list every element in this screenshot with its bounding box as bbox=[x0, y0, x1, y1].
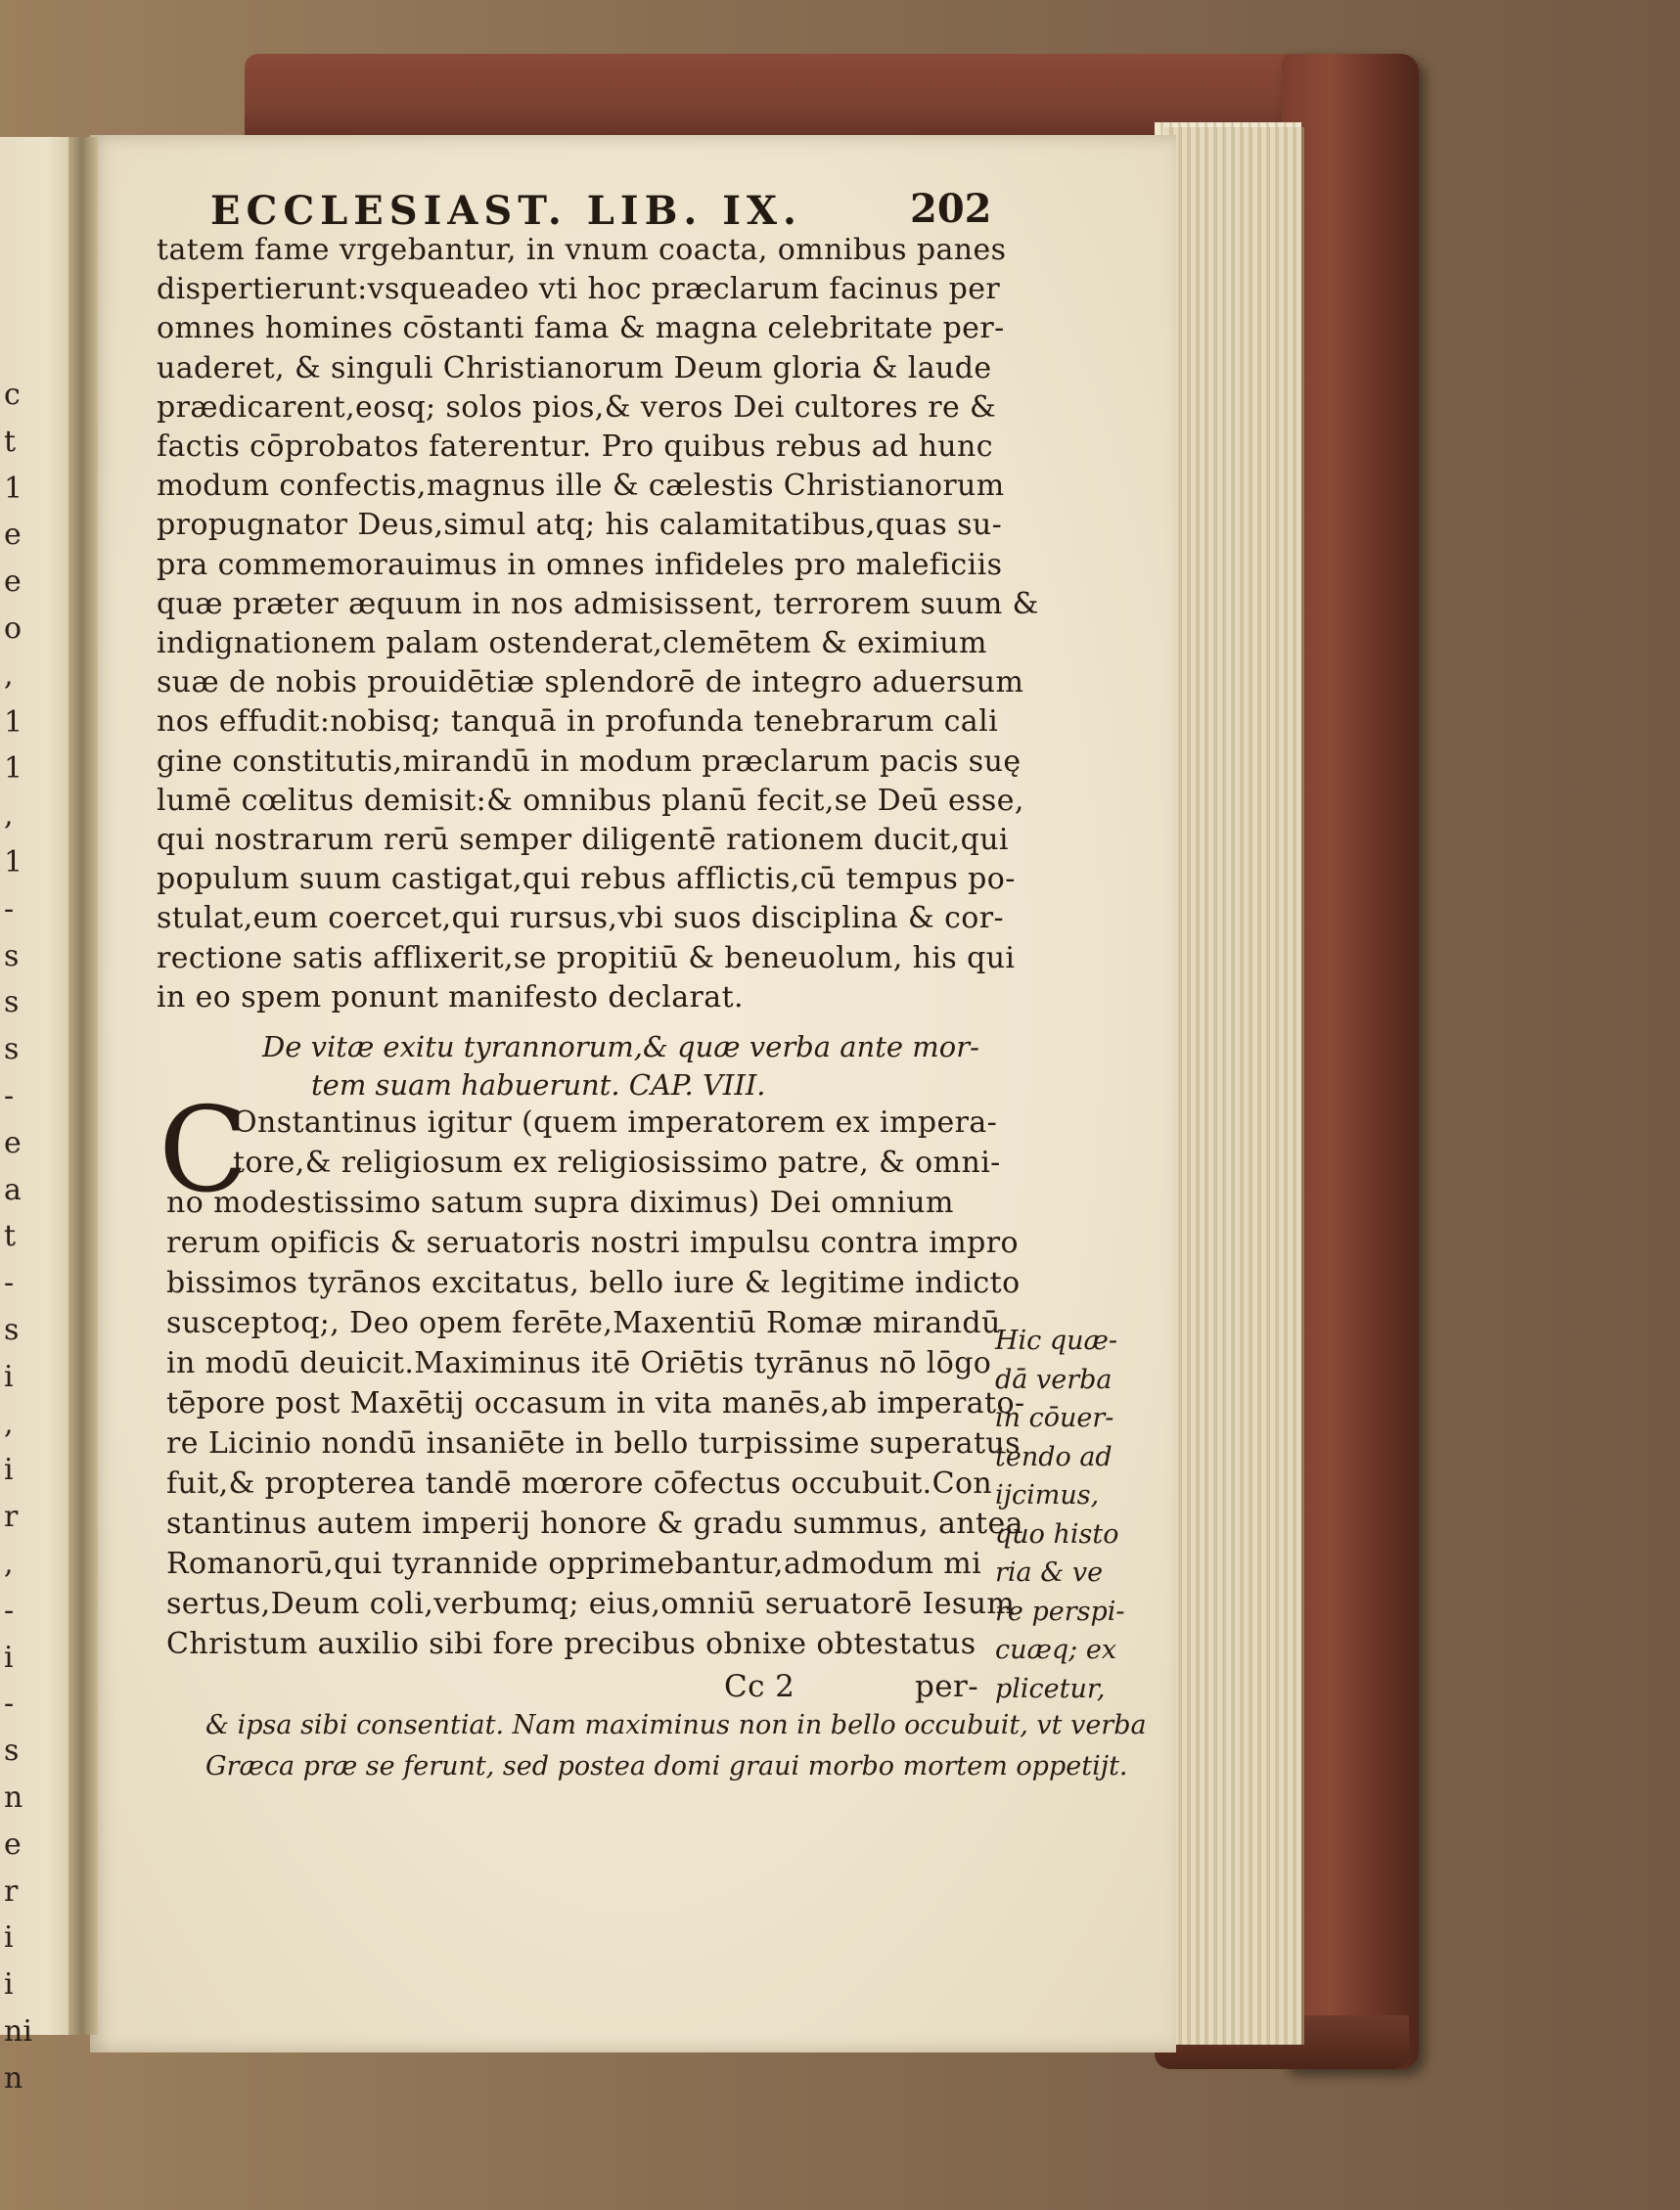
text-line: fuit,& propterea tandē mœrore cōfectus occubuit.Con bbox=[166, 1466, 993, 1501]
margin-note-line: plicetur, bbox=[995, 1673, 1106, 1704]
left-page-fragment: - bbox=[4, 891, 15, 926]
margin-note-line: ijcimus, bbox=[995, 1480, 1100, 1511]
left-page-fragment: c bbox=[4, 378, 21, 412]
left-page-fragment: - bbox=[4, 1687, 15, 1722]
text-line: stantinus autem imperij honore & gradu summus, antea bbox=[166, 1507, 1023, 1541]
left-page-fragment: , bbox=[4, 657, 14, 693]
text-line: indignationem palam ostenderat,clemētem & eximium bbox=[157, 626, 987, 660]
left-page-fragment: n bbox=[4, 1780, 23, 1815]
left-page-fragment: s bbox=[4, 985, 20, 1020]
left-page-fragment: i bbox=[4, 1359, 14, 1394]
text-line: nos effudit:nobisq; tanquā in profunda tenebrarum cali bbox=[157, 704, 999, 740]
page-number: 202 bbox=[910, 186, 992, 232]
left-page-fragment: e bbox=[4, 518, 22, 553]
margin-note-line: in cōuer- bbox=[995, 1403, 1114, 1433]
text-line: gine constitutis,mirandū in modum præclarum pacis suę bbox=[157, 744, 1022, 779]
left-page-fragment: a bbox=[4, 1172, 22, 1207]
drop-cap: C bbox=[159, 1083, 249, 1219]
left-page-fragment: r bbox=[4, 1873, 19, 1909]
text-line: in eo spem ponunt manifesto declarat. bbox=[157, 979, 744, 1015]
left-page-fragment: r bbox=[4, 1500, 19, 1535]
margin-note-line: re perspi- bbox=[995, 1596, 1125, 1627]
text-line: modum confectis,magnus ille & cælestis Christianorum bbox=[157, 469, 1005, 504]
text-line: tore,& religiosum ex religiosissimo patre, & omni- bbox=[233, 1146, 1001, 1180]
text-line: susceptoq;, Deo opem ferēte,Maxentiū Romæ mirandū bbox=[166, 1306, 1001, 1340]
text-line: tatem fame vrgebantur, in vnum coacta, omnibus panes bbox=[157, 233, 1007, 267]
text-line: Christum auxilio sibi fore precibus obnixe obtestatus bbox=[166, 1627, 976, 1661]
text-line: propugnator Deus,simul atq; his calamitatibus,quas su- bbox=[157, 508, 1003, 543]
footnote-line: Græca præ se ferunt, sed postea domi graui morbo mortem oppetijt. bbox=[205, 1751, 1128, 1782]
text-line: pra commemorauimus in omnes infideles pro maleficiis bbox=[157, 547, 1003, 582]
text-line: factis cōprobatos faterentur. Pro quibus rebus ad hunc bbox=[157, 429, 993, 464]
left-page-fragment: , bbox=[4, 1406, 14, 1441]
text-line: populum suum castigat,qui rebus afflictis,cū tempus po- bbox=[157, 862, 1016, 897]
left-page-fragment: - bbox=[4, 1078, 15, 1113]
text-line: sertus,Deum coli,verbumq; eius,omniū seruatorē Iesum bbox=[166, 1587, 1016, 1621]
text-line: stulat,eum coercet,qui rursus,vbi suos disciplina & cor- bbox=[157, 901, 1005, 936]
left-page-fragment: e bbox=[4, 564, 22, 600]
footnote-line: & ipsa sibi consentiat. Nam maximinus non in bello occubuit, vt verba bbox=[205, 1710, 1147, 1740]
text-line: omnes homines cōstanti fama & magna celebritate per- bbox=[157, 311, 1005, 346]
text-line: Onstantinus igitur (quem imperatorem ex impera- bbox=[233, 1105, 998, 1140]
left-page-fragment: s bbox=[4, 1032, 20, 1067]
text-line: in modū deuicit.Maximinus itē Oriētis tyrānus nō lōgo bbox=[166, 1346, 992, 1380]
margin-note-line: dā verba bbox=[995, 1364, 1112, 1395]
left-page-fragment: t bbox=[4, 1219, 17, 1254]
left-page-fragment: , bbox=[4, 1546, 14, 1581]
left-page-fragment: e bbox=[4, 1125, 22, 1160]
left-page-fragment: o bbox=[4, 610, 23, 646]
text-line: lumē cœlitus demisit:& omnibus planū fecit,se Deū esse, bbox=[157, 783, 1024, 818]
text-line: uaderet, & singuli Christianorum Deum gloria & laude bbox=[157, 350, 992, 385]
text-line: re Licinio nondū insaniēte in bello turpissime superatus bbox=[166, 1426, 1021, 1461]
left-page-fragment: 1 bbox=[4, 471, 23, 506]
text-line: suæ de nobis prouidētiæ splendorē de integro aduersum bbox=[157, 665, 1024, 700]
text-line: Romanorū,qui tyrannide opprimebantur,admodum mi bbox=[166, 1547, 982, 1581]
text-line: rectione satis afflixerit,se propitiū & beneuolum, his qui bbox=[157, 940, 1016, 975]
left-page-fragment: i bbox=[4, 1640, 14, 1675]
page-block-fore-edge bbox=[1164, 127, 1304, 2045]
left-page bbox=[0, 137, 78, 2096]
left-page-fragment: s bbox=[4, 938, 20, 973]
catchword: per- bbox=[915, 1669, 979, 1704]
gutter bbox=[68, 137, 98, 2035]
text-line: quæ præter æquum in nos admisissent, terrorem suum & bbox=[157, 586, 1039, 621]
left-page-fragment: e bbox=[4, 1827, 22, 1862]
margin-note-line: Hic quæ- bbox=[995, 1326, 1118, 1356]
text-line: dispertierunt:vsqueadeo vti hoc præclarum facinus per bbox=[157, 272, 1001, 307]
left-page-fragment: 1 bbox=[4, 844, 23, 879]
running-head: ECCLESIAST. LIB. IX. bbox=[210, 188, 802, 234]
text-line: rerum opificis & seruatoris nostri impulsu contra impro bbox=[166, 1226, 1019, 1260]
left-page-fragment: i bbox=[4, 1453, 14, 1488]
chapter-heading: De vitæ exitu tyrannorum,& quæ verba ante mor- bbox=[262, 1030, 979, 1063]
left-page-fragment: n bbox=[4, 2060, 23, 2096]
left-page-fragment: t bbox=[4, 424, 17, 459]
left-page-fragment: s bbox=[4, 1734, 20, 1769]
left-page-fragment: 1 bbox=[4, 751, 23, 787]
chapter-heading: tem suam habuerunt. CAP. VIII. bbox=[311, 1068, 766, 1102]
signature-mark: Cc 2 bbox=[724, 1669, 795, 1704]
text-line: tēpore post Maxētij occasum in vita manēs,ab imperato- bbox=[166, 1386, 1025, 1421]
margin-note-line: cuæq; ex bbox=[995, 1635, 1117, 1665]
left-page-fragment: i bbox=[4, 1920, 14, 1956]
left-page-fragments bbox=[4, 372, 43, 2101]
left-page-fragment: - bbox=[4, 1593, 15, 1628]
left-page-fragment: s bbox=[4, 1312, 20, 1347]
text-line: qui nostrarum rerū semper diligentē rationem ducit,qui bbox=[157, 823, 1009, 857]
text-line: bissimos tyrānos excitatus, bello iure & legitime indicto bbox=[166, 1266, 1021, 1300]
text-line: no modestissimo satum supra diximus) Dei omnium bbox=[166, 1186, 954, 1220]
margin-note-line: tendo ad bbox=[995, 1441, 1112, 1472]
left-page-fragment: , bbox=[4, 798, 14, 834]
left-page-fragment: - bbox=[4, 1266, 15, 1301]
left-page-fragment: 1 bbox=[4, 704, 23, 740]
text-line: prædicarent,eosq; solos pios,& veros Dei cultores re & bbox=[157, 389, 997, 425]
margin-note-line: quo histo bbox=[995, 1518, 1119, 1550]
margin-note-line: ria & ve bbox=[995, 1557, 1104, 1588]
left-page-fragment: ni bbox=[4, 2013, 32, 2049]
left-page-fragment: i bbox=[4, 1967, 14, 2003]
